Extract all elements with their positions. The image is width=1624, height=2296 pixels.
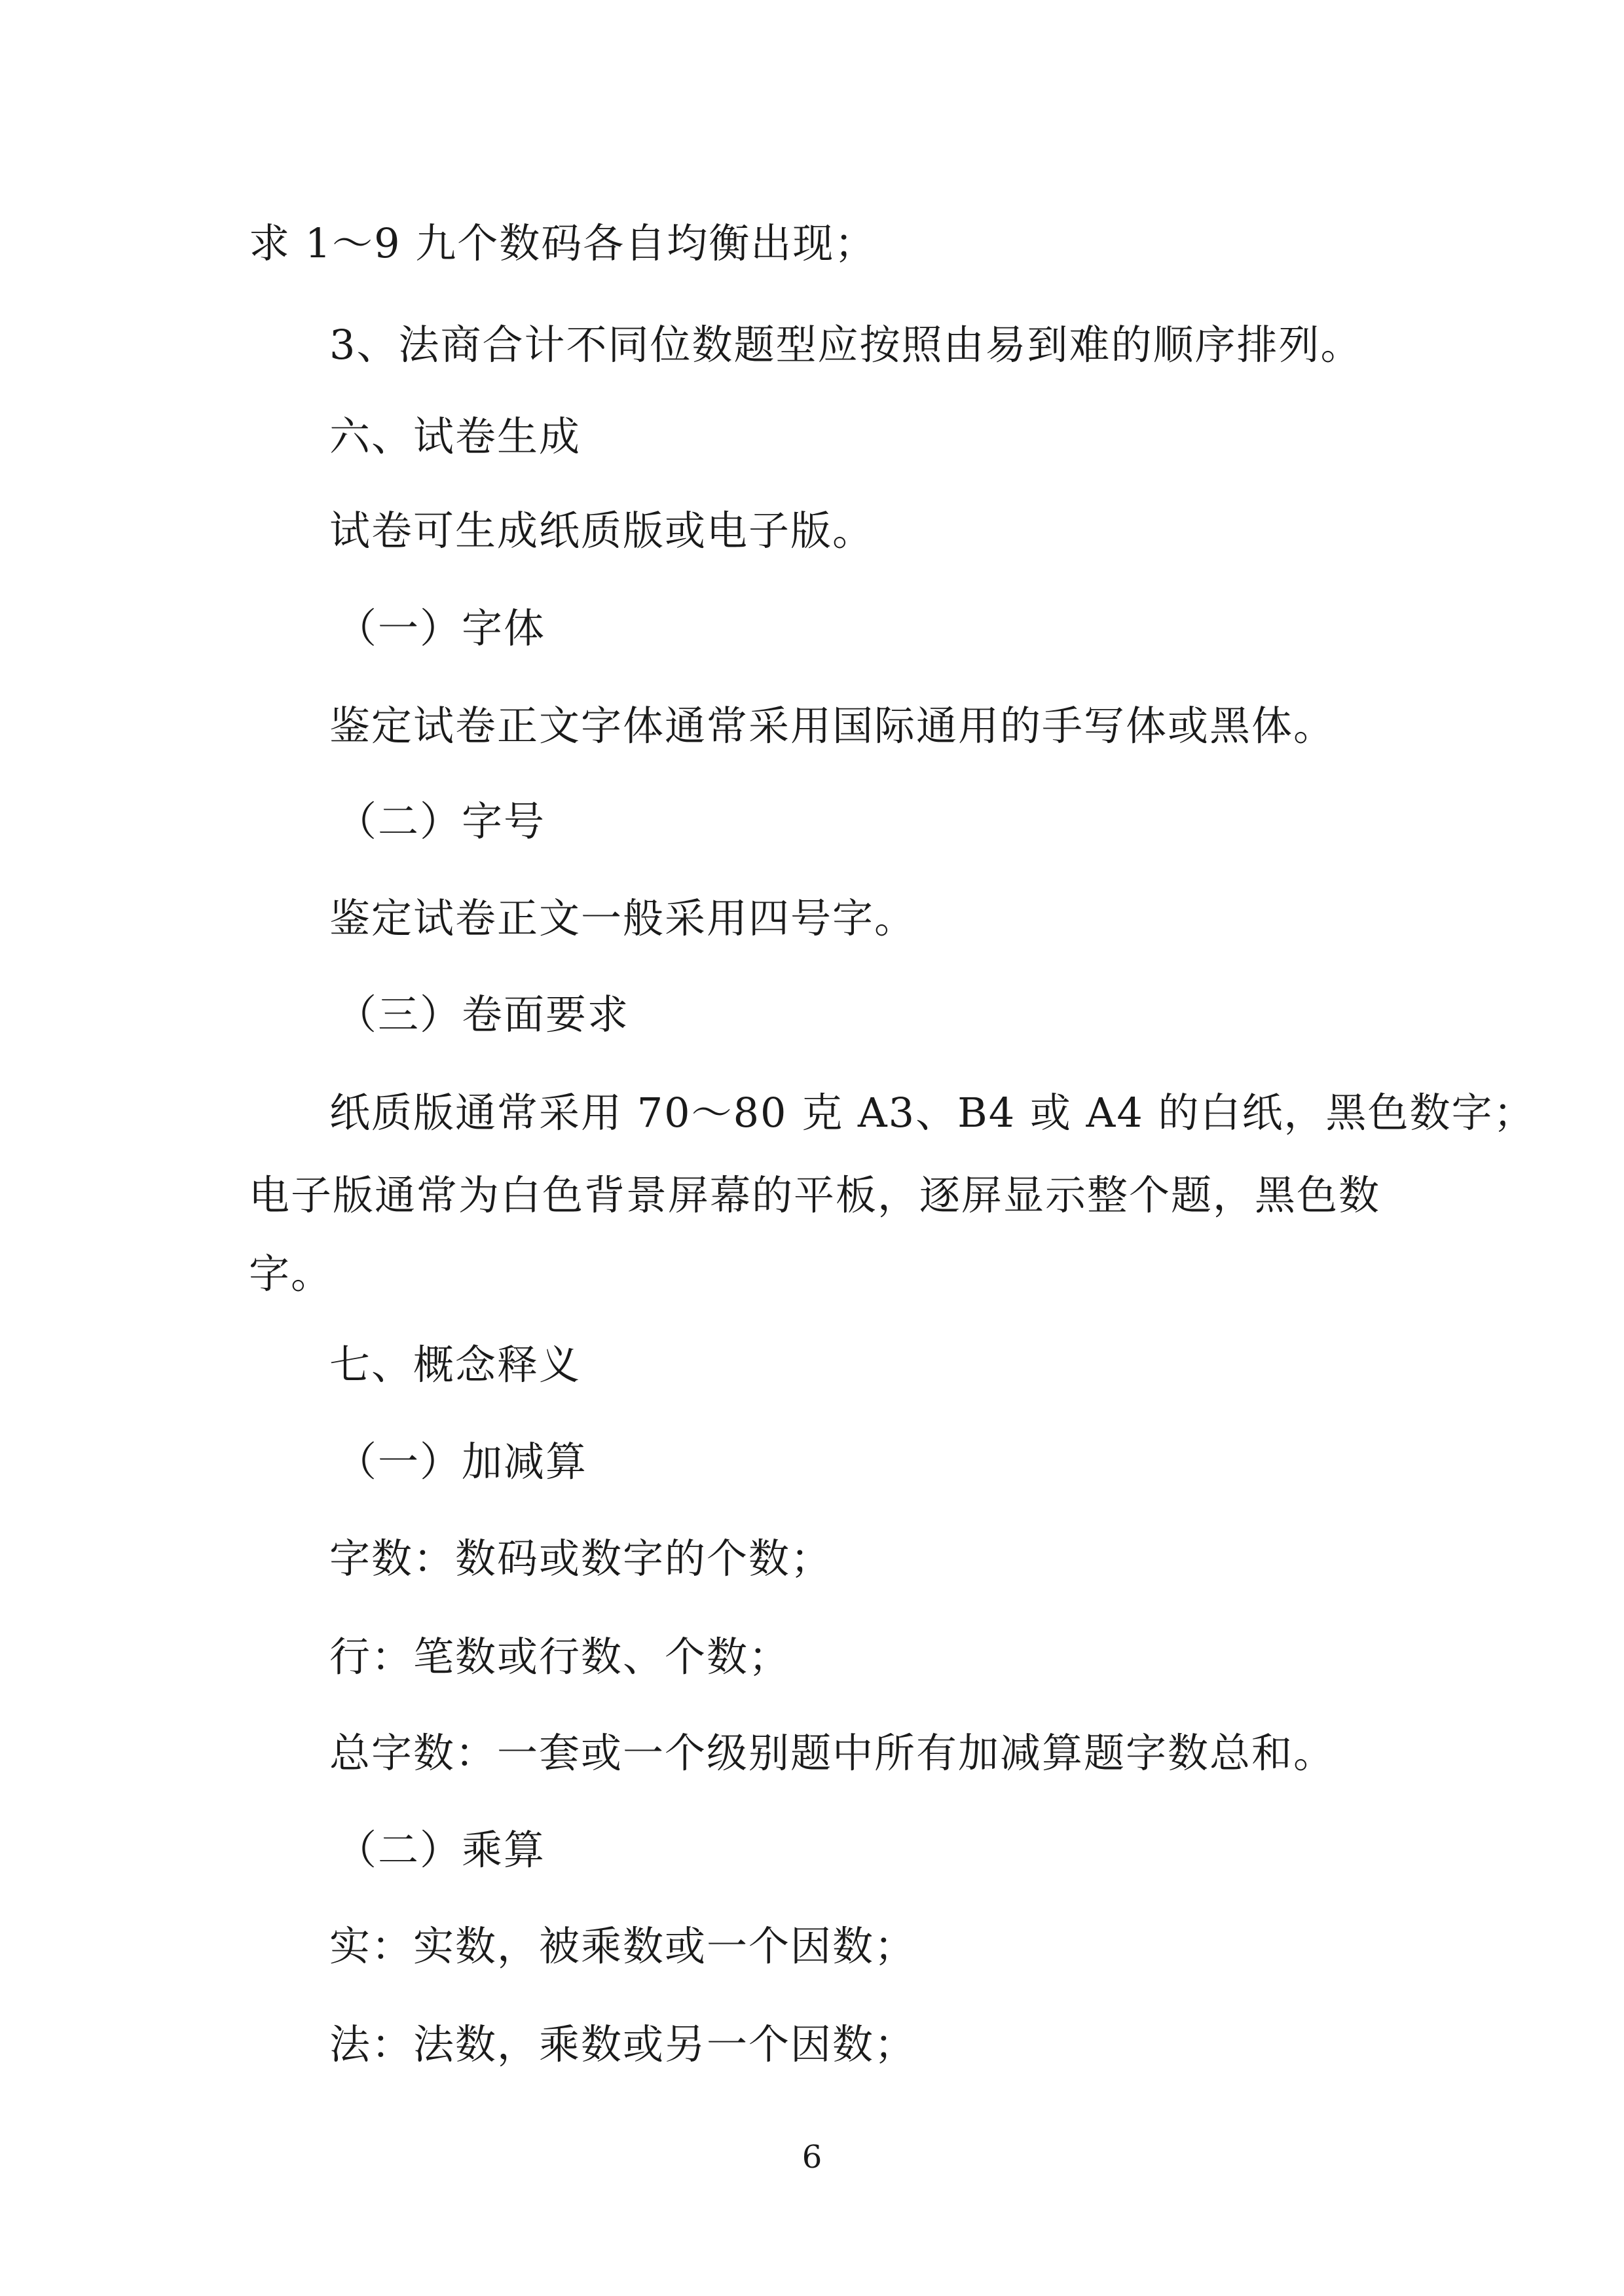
paragraph-line: 实：实数，被乘数或一个因数； <box>329 1922 917 1970</box>
paragraph-line: 3、法商合计不同位数题型应按照由易到难的顺序排列。 <box>329 321 1363 369</box>
section-heading: 六、试卷生成 <box>329 412 581 460</box>
subsection-heading: （二）乘算 <box>336 1826 546 1874</box>
paragraph-line: 字。 <box>249 1250 333 1298</box>
paragraph-line: 总字数：一套或一个级别题中所有加减算题字数总和。 <box>329 1729 1336 1777</box>
paragraph-line: 字数：数码或数字的个数； <box>329 1535 833 1582</box>
subsection-heading: （三）卷面要求 <box>336 991 630 1038</box>
paragraph-line: 法：法数，乘数或另一个因数； <box>329 2020 917 2068</box>
paragraph-line: 电子版通常为白色背景屏幕的平板，逐屏显示整个题，黑色数 <box>249 1171 1381 1219</box>
subsection-heading: （二）字号 <box>336 797 546 845</box>
paragraph-line: 求 1～9 九个数码各自均衡出现； <box>249 219 877 267</box>
page-number: 6 <box>802 2139 822 2176</box>
paragraph-line: 试卷可生成纸质版或电子版。 <box>329 507 875 555</box>
paragraph-line: 行：笔数或行数、个数； <box>329 1633 791 1681</box>
section-heading: 七、概念释义 <box>329 1341 581 1389</box>
paragraph-line: 纸质版通常采用 70～80 克 A3、B4 或 A4 的白纸，黑色数字； <box>329 1089 1536 1137</box>
paragraph-line: 鉴定试卷正文字体通常采用国际通用的手写体或黑体。 <box>329 702 1336 750</box>
subsection-heading: （一）字体 <box>336 604 546 652</box>
subsection-heading: （一）加减算 <box>336 1438 588 1485</box>
paragraph-line: 鉴定试卷正文一般采用四号字。 <box>329 894 917 942</box>
